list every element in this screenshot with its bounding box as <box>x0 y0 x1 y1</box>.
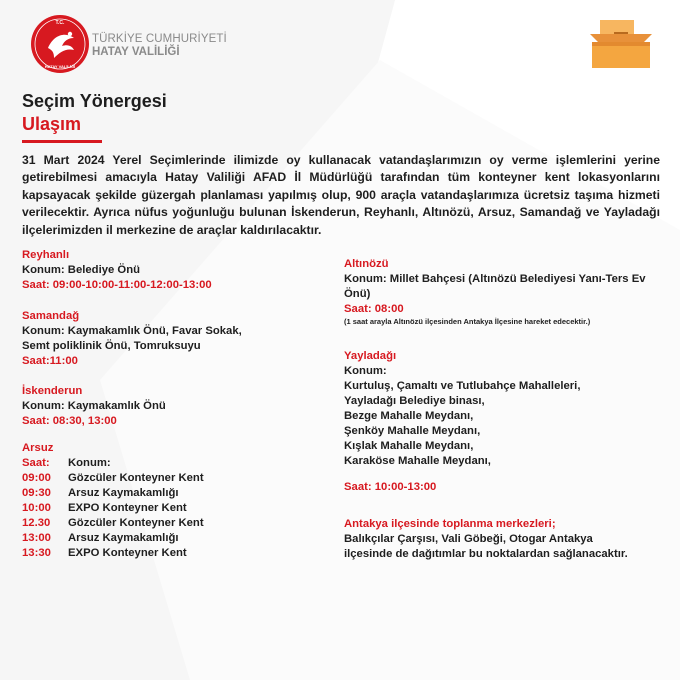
page-title: Seçim Yönergesi <box>22 91 167 111</box>
section-yayladagi <box>344 349 664 495</box>
arsuz-row-location: EXPO Konteyner Kent <box>68 547 187 559</box>
arsuz-row <box>22 471 204 486</box>
altinozu-time: Saat: 08:00 <box>344 303 404 315</box>
antakya-heading: Antakya ilçesinde toplanma merkezleri; <box>344 518 556 530</box>
arsuz-row-location: Gözcüler Konteyner Kent <box>68 472 204 484</box>
arsuz-row-time: 12.30 <box>22 517 51 529</box>
arsuz-row-location: Arsuz Kaymakamlığı <box>68 487 179 499</box>
arsuz-row-location: Gözcüler Konteyner Kent <box>68 517 204 529</box>
reyhanli-time: Saat: 09:00-10:00-11:00-12:00-13:00 <box>22 279 212 291</box>
arsuz-row <box>22 546 204 561</box>
iskenderun-time: Saat: 08:30, 13:00 <box>22 415 117 427</box>
arsuz-row-time: 10:00 <box>22 502 51 514</box>
arsuz-row <box>22 516 204 531</box>
yayladagi-location-label: Konum: <box>344 365 387 377</box>
samandag-location-2: Semt poliklinik Önü, Tomruksuyu <box>22 340 201 352</box>
arsuz-row-time: 13:00 <box>22 532 51 544</box>
arsuz-row <box>22 486 204 501</box>
yayladagi-location: Şenköy Mahalle Meydanı, <box>344 425 481 437</box>
org-name-line2: HATAY VALİLİĞİ <box>92 46 180 58</box>
arsuz-row-time: 13:30 <box>22 547 51 559</box>
arsuz-header-row <box>22 456 204 471</box>
altinozu-title: Altınözü <box>344 258 389 270</box>
reyhanli-title: Reyhanlı <box>22 249 70 261</box>
samandag-time: Saat:11:00 <box>22 355 78 367</box>
samandag-location-1: Konum: Kaymakamlık Önü, Favar Sokak, <box>22 325 242 337</box>
antakya-line-1: Balıkçılar Çarşısı, Vali Göbeği, Otogar Antakya <box>344 533 593 545</box>
section-iskenderun <box>22 384 166 429</box>
logo-text-bottom: HATAY VALİLİĞİ <box>44 64 76 69</box>
altinozu-note: (1 saat arayla Altınözü ilçesinden Antakya İlçesine hareket edecektir.) <box>344 317 591 326</box>
antakya-line-2: ilçesinde de dağıtımlar bu noktalardan sağlanacaktır. <box>344 548 628 560</box>
section-altinozu <box>344 257 664 327</box>
title-underline <box>22 140 102 143</box>
logo-text-top: T.C. <box>55 20 65 26</box>
yayladagi-location: Kışlak Mahalle Meydanı, <box>344 440 474 452</box>
section-samandag <box>22 309 242 369</box>
section-arsuz <box>22 441 204 561</box>
yayladagi-location: Yayladağı Belediye binası, <box>344 395 485 407</box>
arsuz-location-header: Konum: <box>68 457 111 469</box>
arsuz-row-time: 09:30 <box>22 487 51 499</box>
samandag-title: Samandağ <box>22 310 80 322</box>
arsuz-row-location: Arsuz Kaymakamlığı <box>68 532 179 544</box>
ballot-box-icon <box>586 18 656 70</box>
section-reyhanli <box>22 248 212 293</box>
section-antakya <box>344 517 664 562</box>
arsuz-row-location: EXPO Konteyner Kent <box>68 502 187 514</box>
yayladagi-location: Karaköse Mahalle Meydanı, <box>344 455 491 467</box>
yayladagi-location: Bezge Mahalle Meydanı, <box>344 410 474 422</box>
altinozu-location-2: Önü) <box>344 288 371 300</box>
iskenderun-location: Konum: Kaymakamlık Önü <box>22 400 166 412</box>
org-name-line1: TÜRKİYE CUMHURİYETİ <box>92 33 227 45</box>
arsuz-row <box>22 501 204 516</box>
yayladagi-time: Saat: 10:00-13:00 <box>344 481 437 493</box>
reyhanli-location: Konum: Belediye Önü <box>22 264 140 276</box>
arsuz-time-header: Saat: <box>22 457 50 469</box>
arsuz-row-time: 09:00 <box>22 472 51 484</box>
arsuz-title: Arsuz <box>22 442 54 454</box>
arsuz-row <box>22 531 204 546</box>
hatay-valiligi-logo <box>30 14 90 74</box>
altinozu-location-1: Konum: Millet Bahçesi (Altınözü Belediyesi Yanı-Ters Ev <box>344 273 646 285</box>
page-subtitle: Ulaşım <box>22 114 82 134</box>
yayladagi-title: Yayladağı <box>344 350 397 362</box>
iskenderun-title: İskenderun <box>22 385 83 397</box>
yayladagi-location: Kurtuluş, Çamaltı ve Tutlubahçe Mahalleleri, <box>344 380 581 392</box>
intro-paragraph: 31 Mart 2024 Yerel Seçimlerinde ilimizde oy kullanacak vatandaşlarımızın oy verme işlemlerini yerine getirebilmesi amacıyla Hatay Valiliği AFAD İl Müdürlüğü tarafından tüm konteyner kent lokasyonlarını kapsayacak şekilde güzergah planlaması yapılmış olup, 900 araçla vatandaşlarımıza ücretsiz taşıma hizmeti verilecektir. Ayrıca nüfus yoğunluğu bulunan İskenderun, Reyhanlı, Altınözü, Arsuz, Samandağ ve Yayladağı ilçelerimizden il merkezine de araçlar kaldırılacaktır. <box>22 153 660 237</box>
